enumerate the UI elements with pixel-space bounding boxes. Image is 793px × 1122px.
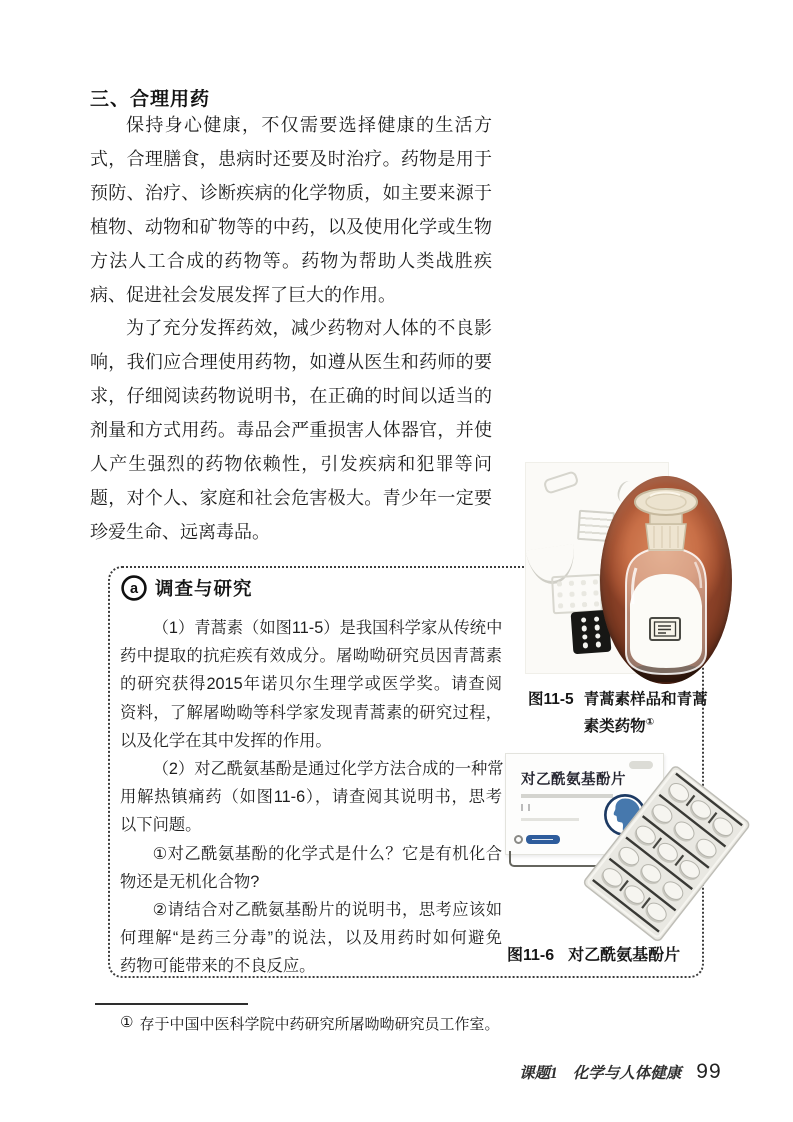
footnote-marker: ① — [120, 1014, 134, 1031]
footer-lesson: 课题1 — [519, 1065, 558, 1082]
brand-name-pill — [526, 835, 560, 844]
carton-dotted-line — [521, 818, 579, 821]
figure-11-6-caption — [507, 942, 680, 965]
text-line: 以及化学在其中发挥的作用。 — [120, 731, 332, 750]
figure-caption-text: 对乙酰氨基酚片 — [568, 947, 681, 964]
footnote-divider — [95, 1003, 248, 1005]
investigation-title: 调查与研究 — [155, 578, 253, 599]
investigation-header — [120, 574, 253, 602]
carton-marks — [521, 804, 531, 811]
paragraph — [90, 109, 492, 312]
text-line: 物还是无机化合物? — [120, 872, 260, 891]
figure-caption-text: 青蒿素样品和青蒿素类药物① — [583, 691, 708, 736]
text-line: 人产生强烈的药物依赖性，引发疾病和犯罪等问 — [90, 454, 492, 475]
figure-label: 图11-6 — [507, 947, 555, 964]
text-line: 药物可能带来的不良反应。 — [120, 957, 316, 976]
artemisinin-bottle-inset — [600, 476, 732, 684]
footnote — [120, 1013, 499, 1034]
figure-11-6 — [503, 750, 778, 950]
text-line: 植物、动物和矿物等的中药，以及使用化学或生物 — [90, 216, 492, 237]
footnote-reference: ① — [645, 717, 655, 728]
text-line: 的研究获得2015年诺贝尔生理学或医学奖。请查阅 — [120, 675, 502, 694]
page-number: 99 — [696, 1060, 722, 1083]
figure-label: 图11-5 — [528, 691, 574, 708]
text-line: 保持身心健康，不仅需要选择健康的生活方 — [126, 115, 492, 135]
svg-text:a: a — [129, 581, 139, 597]
section-heading: 三、合理用药 — [90, 89, 211, 110]
text-line: ②请结合对乙酰氨基酚片的说明书，思考应该如 — [152, 901, 502, 920]
text-line: 资料，了解屠呦呦等科学家发现青蒿素的研究过程， — [120, 703, 502, 722]
investigation-item — [120, 614, 502, 755]
text-line: 剂量和方式用药。毒品会严重损害人体器官，并使 — [90, 420, 492, 441]
investigation-item — [120, 896, 502, 981]
paragraph — [90, 312, 492, 549]
text-line: 珍爱生命、远离毒品。 — [90, 521, 270, 542]
text-line: 用解热镇痛药（如图11-6），请查阅其说明书，思考 — [120, 788, 502, 807]
text-line: 病、促进社会发展发挥了巨大的作用。 — [90, 284, 396, 305]
text-line: 方法人工合成的药物等。药物为帮助人类战胜疾 — [90, 250, 492, 271]
investigation-item — [120, 755, 502, 840]
blister-ghost-sketch — [551, 574, 603, 615]
text-line: 预防、治疗、诊断疾病的化学物质，如主要来源于 — [90, 182, 492, 203]
brand-icon — [514, 835, 523, 844]
text-line: 式，合理膳食，患病时还要及时治疗。药物是用于 — [90, 148, 492, 169]
text-line: ①对乙酰氨基酚的化学式是什么？它是有机化合 — [152, 844, 502, 863]
reagent-bottle-illustration — [600, 476, 732, 684]
text-line: 题，对个人、家庭和社会危害极大。青少年一定要 — [90, 487, 492, 508]
text-line: 响，我们应合理使用药物，如遵从医生和药师的要 — [90, 352, 492, 373]
investigation-item — [120, 840, 502, 896]
text-line: 以下问题。 — [120, 816, 202, 835]
figure-11-5-caption — [528, 688, 710, 738]
footer-chapter: 化学与人体健康 — [572, 1065, 682, 1082]
carton-title: 对乙酰氨基酚片 — [521, 772, 626, 788]
text-line: （1）青蒿素（如图11-5）是我国科学家从传统中 — [152, 619, 503, 637]
vial-sketch — [543, 470, 580, 495]
text-line: （2）对乙酰氨基酚是通过化学方法合成的一种常 — [152, 760, 504, 779]
brand-row — [514, 835, 560, 844]
page-footer — [519, 1060, 722, 1084]
text-line: 药中提取的抗疟疾有效成分。屠呦呦研究员因青蒿素 — [120, 647, 502, 666]
figure-11-5 — [525, 462, 737, 686]
text-line: 为了充分发挥药效，减少药物对人体的不良影 — [126, 318, 492, 339]
text-line: 何理解“是药三分毒”的说法，以及用药时如何避免 — [120, 929, 502, 948]
at-circle-icon — [120, 574, 148, 602]
text-line: 求，仔细阅读药物说明书，在正确的时间以适当的 — [90, 386, 492, 407]
investigation-body — [120, 614, 502, 981]
footnote-text: 存于中国中医科学院中药研究所屠呦呦研究员工作室。 — [139, 1016, 500, 1033]
body-text — [90, 109, 492, 550]
blister-pack — [575, 760, 775, 960]
